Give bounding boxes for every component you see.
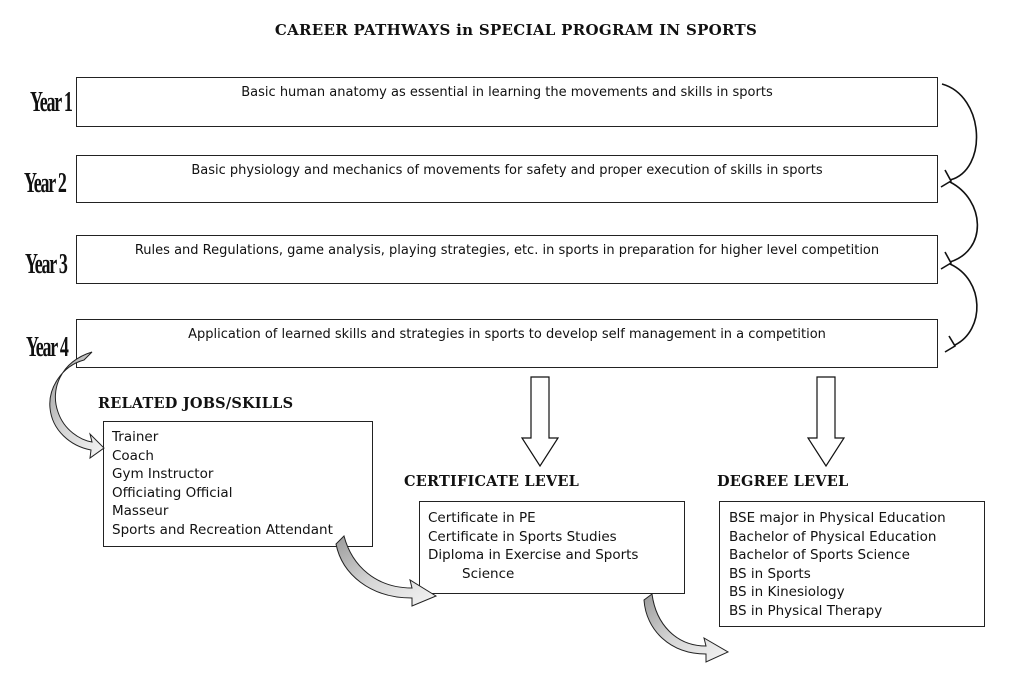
year-bracket-connectors [941, 84, 977, 352]
year-1-label: Year 1 [30, 86, 72, 118]
year-1-text: Basic human anatomy as essential in learning the movements and skills in sports [241, 85, 773, 100]
degree-down-arrow [808, 377, 844, 466]
list-item: Science [462, 565, 515, 582]
list-item: Certificate in PE [428, 510, 536, 526]
list-item: Coach [112, 447, 154, 464]
bracket-arrowhead-3 [941, 252, 951, 269]
list-item: Sports and Recreation Attendant [112, 521, 333, 538]
diagram-title: CAREER PATHWAYS in SPECIAL PROGRAM IN SPORTS [274, 21, 758, 39]
year-3-label: Year 3 [25, 248, 67, 280]
bracket-arrowhead-2 [941, 170, 951, 187]
year4-to-jobs-arrow [50, 352, 104, 458]
bracket-curve-3-4 [950, 264, 977, 345]
list-item: BS in Sports [729, 565, 811, 582]
list-item: BSE major in Physical Education [729, 510, 946, 526]
list-item: BS in Kinesiology [729, 584, 845, 600]
list-item: Masseur [112, 503, 169, 519]
certificate-down-arrow [522, 377, 558, 466]
year-2-label: Year 2 [24, 167, 66, 199]
year-2-text: Basic physiology and mechanics of movements for safety and proper execution of skills in sports [191, 163, 823, 178]
year-4-text: Application of learned skills and strategies in sports to develop self management in a competition [188, 327, 826, 342]
jobs-heading: RELATED JOBS/SKILLS [98, 395, 294, 412]
list-item: Diploma in Exercise and Sports [428, 547, 639, 563]
degree-heading: DEGREE LEVEL [717, 473, 849, 490]
list-item: Officiating Official [112, 484, 233, 501]
jobs-to-certificate-arrow [336, 536, 436, 606]
certificate-heading: CERTIFICATE LEVEL [404, 473, 580, 490]
certificate-to-degree-arrow [644, 594, 728, 662]
list-item: Certificate in Sports Studies [428, 528, 617, 545]
list-item: Trainer [112, 429, 159, 445]
year-3-text: Rules and Regulations, game analysis, playing strategies, etc. in sports in preparation for higher level competition [134, 243, 880, 258]
year-4-label: Year 4 [26, 331, 68, 363]
bracket-curve-2-3 [950, 182, 977, 262]
bracket-curve-1-2 [942, 84, 977, 180]
bracket-arrowhead-4 [945, 336, 955, 352]
list-item: Bachelor of Sports Science [729, 547, 910, 563]
list-item: BS in Physical Therapy [729, 602, 883, 619]
list-item: Bachelor of Physical Education [729, 528, 937, 545]
list-item: Gym Instructor [112, 466, 214, 482]
